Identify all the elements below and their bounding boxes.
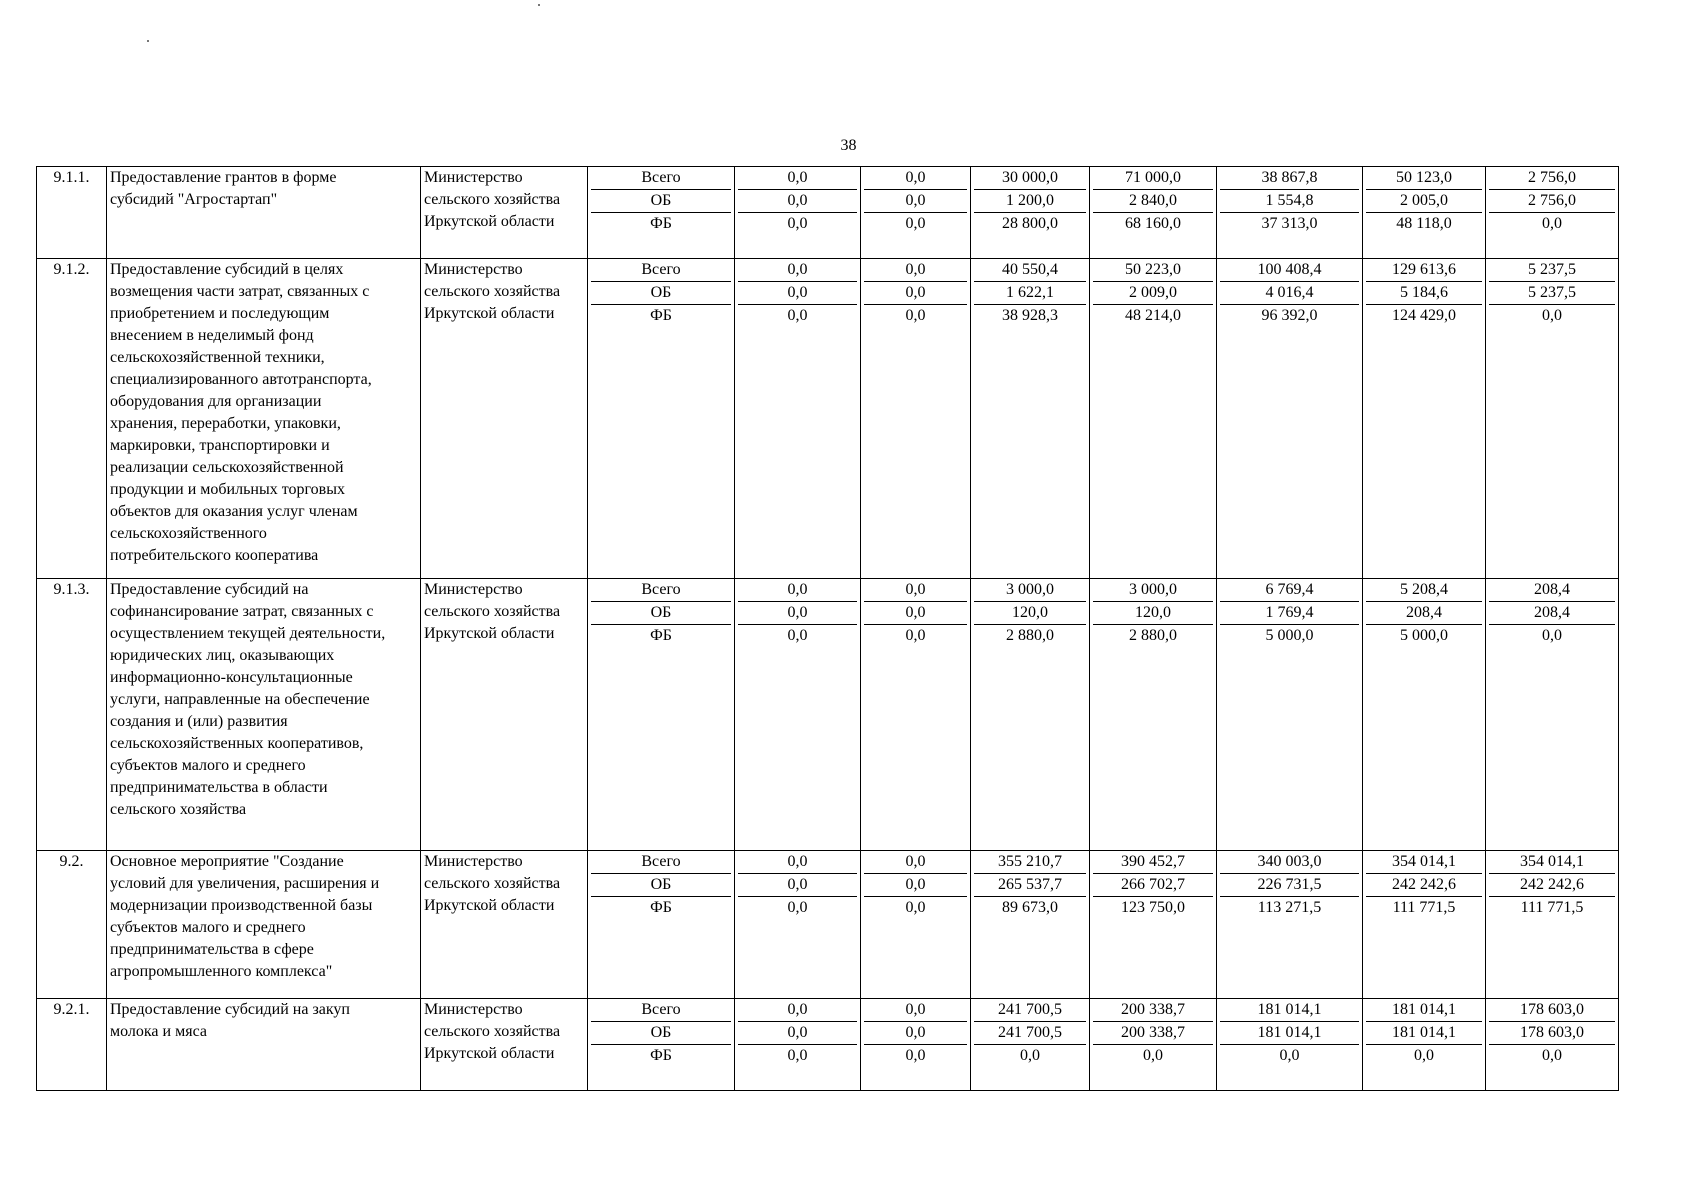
item-code: 9.1.2.	[37, 259, 107, 579]
item-name-line: субъектов малого и среднего	[110, 757, 306, 774]
amount: 241 700,5	[974, 999, 1086, 1022]
item-name-line: субсидий "Агростартап"	[110, 191, 278, 208]
amount: 0,0	[905, 307, 926, 324]
amount: 1 554,8	[1220, 190, 1359, 213]
item-name-line: внесением в неделимый фонд	[110, 327, 314, 344]
amount: 120,0	[1093, 602, 1213, 625]
amount: 390 452,7	[1093, 851, 1213, 874]
executor-line: Министерство	[424, 853, 523, 870]
item-name-line: сельскохозяйственного	[110, 525, 267, 542]
item-name-line: создания и (или) развития	[110, 713, 288, 730]
value-cell	[1363, 579, 1486, 851]
item-name	[107, 579, 421, 851]
scan-speck	[147, 40, 149, 42]
item-name-line: Предоставление грантов в форме	[110, 169, 337, 186]
amount: 354 014,1	[1366, 851, 1482, 874]
item-name	[107, 167, 421, 259]
table-row	[37, 851, 1619, 999]
amount: 0,0	[864, 602, 967, 625]
item-name-line: сельского хозяйства	[110, 801, 247, 818]
value-cell	[735, 259, 861, 579]
amount: 181 014,1	[1220, 999, 1359, 1022]
amount: 0,0	[738, 282, 857, 305]
funding-source-label: Всего	[591, 999, 731, 1022]
executor	[421, 851, 588, 999]
amount: 208,4	[1366, 602, 1482, 625]
amount: 0,0	[738, 259, 857, 282]
amount: 1 622,1	[974, 282, 1086, 305]
item-name-line: Основное мероприятие "Создание	[110, 853, 344, 870]
item-code: 9.2.	[37, 851, 107, 999]
item-name	[107, 851, 421, 999]
executor-line: Иркутской области	[424, 625, 555, 642]
amount: 3 000,0	[1093, 579, 1213, 602]
item-name-line: условий для увеличения, расширения и	[110, 875, 380, 892]
amount: 354 014,1	[1489, 851, 1615, 874]
item-name-line: субъектов малого и среднего	[110, 919, 306, 936]
amount: 0,0	[905, 1047, 926, 1064]
value-cell	[861, 999, 971, 1091]
value-cell	[971, 167, 1090, 259]
amount: 5 237,5	[1489, 259, 1615, 282]
amount: 181 014,1	[1220, 1022, 1359, 1045]
amount: 2 880,0	[1006, 627, 1054, 644]
amount: 1 200,0	[974, 190, 1086, 213]
item-name-line: юридических лиц, оказывающих	[110, 647, 335, 664]
amount: 0,0	[787, 899, 808, 916]
funding-source-label: Всего	[591, 579, 731, 602]
value-cell	[1363, 167, 1486, 259]
item-name	[107, 999, 421, 1091]
amount: 208,4	[1489, 602, 1615, 625]
value-cell	[1217, 579, 1363, 851]
item-name-line: предпринимательства в сфере	[110, 941, 314, 958]
amount: 124 429,0	[1392, 307, 1456, 324]
amount: 0,0	[864, 259, 967, 282]
value-cell	[1486, 259, 1619, 579]
executor	[421, 167, 588, 259]
amount: 0,0	[1542, 215, 1562, 232]
value-cell	[1217, 167, 1363, 259]
amount: 0,0	[1542, 307, 1562, 324]
executor	[421, 999, 588, 1091]
funding-source-label: ОБ	[591, 874, 731, 897]
executor-line: Министерство	[424, 169, 523, 186]
table-row	[37, 167, 1619, 259]
executor-line: Министерство	[424, 261, 523, 278]
amount: 178 603,0	[1489, 999, 1615, 1022]
funding-source	[588, 851, 735, 999]
amount: 5 208,4	[1366, 579, 1482, 602]
amount: 30 000,0	[974, 167, 1086, 190]
amount: 0,0	[1542, 627, 1562, 644]
executor	[421, 259, 588, 579]
item-name-line: сельскохозяйственной техники,	[110, 349, 325, 366]
executor-line: Иркутской области	[424, 305, 555, 322]
funding-source-label: Всего	[591, 851, 731, 874]
item-name-line: сельскохозяйственных кооперативов,	[110, 735, 364, 752]
executor-line: сельского хозяйства	[424, 875, 561, 892]
item-code: 9.2.1.	[37, 999, 107, 1091]
amount: 0,0	[738, 851, 857, 874]
amount: 129 613,6	[1366, 259, 1482, 282]
value-cell	[735, 579, 861, 851]
amount: 200 338,7	[1093, 1022, 1213, 1045]
item-name-line: продукции и мобильных торговых	[110, 481, 345, 498]
amount: 241 700,5	[974, 1022, 1086, 1045]
value-cell	[861, 851, 971, 999]
amount: 28 800,0	[1002, 215, 1058, 232]
amount: 0,0	[864, 579, 967, 602]
funding-source-label: ФБ	[650, 1047, 672, 1064]
executor	[421, 579, 588, 851]
amount: 100 408,4	[1220, 259, 1359, 282]
amount: 0,0	[864, 851, 967, 874]
amount: 0,0	[1143, 1047, 1163, 1064]
amount: 178 603,0	[1489, 1022, 1615, 1045]
item-name-line: специализированного автотранспорта,	[110, 371, 372, 388]
amount: 0,0	[738, 579, 857, 602]
amount: 4 016,4	[1220, 282, 1359, 305]
amount: 38 867,8	[1220, 167, 1359, 190]
value-cell	[735, 999, 861, 1091]
amount: 0,0	[905, 899, 926, 916]
item-name	[107, 259, 421, 579]
executor-line: сельского хозяйства	[424, 191, 561, 208]
amount: 0,0	[738, 602, 857, 625]
amount: 0,0	[787, 307, 808, 324]
value-cell	[971, 579, 1090, 851]
amount: 48 118,0	[1396, 215, 1452, 232]
amount: 0,0	[738, 190, 857, 213]
value-cell	[861, 259, 971, 579]
item-name-line: оборудования для организации	[110, 393, 322, 410]
value-cell	[1217, 851, 1363, 999]
amount: 96 392,0	[1261, 307, 1318, 324]
amount: 40 550,4	[974, 259, 1086, 282]
item-name-line: потребительского кооператива	[110, 547, 319, 564]
funding-source-label: ОБ	[591, 1022, 731, 1045]
funding-source-label: ФБ	[650, 307, 672, 324]
amount: 0,0	[864, 190, 967, 213]
amount: 6 769,4	[1220, 579, 1359, 602]
value-cell	[1090, 851, 1217, 999]
executor-line: Министерство	[424, 581, 523, 598]
scan-speck	[538, 4, 540, 6]
item-name-line: модернизации производственной базы	[110, 897, 373, 914]
amount: 5 184,6	[1366, 282, 1482, 305]
amount: 0,0	[905, 215, 926, 232]
amount: 123 750,0	[1121, 899, 1185, 916]
amount: 48 214,0	[1125, 307, 1181, 324]
funding-source-label: Всего	[591, 259, 731, 282]
amount: 0,0	[864, 282, 967, 305]
value-cell	[971, 259, 1090, 579]
value-cell	[1363, 259, 1486, 579]
amount: 89 673,0	[1002, 899, 1058, 916]
item-name-line: приобретением и последующим	[110, 305, 330, 322]
funding-source-label: ФБ	[650, 215, 672, 232]
value-cell	[1486, 999, 1619, 1091]
amount: 113 271,5	[1257, 899, 1322, 916]
amount: 2 756,0	[1489, 167, 1615, 190]
value-cell	[861, 167, 971, 259]
amount: 0,0	[1279, 1047, 1300, 1064]
value-cell	[1090, 259, 1217, 579]
amount: 265 537,7	[974, 874, 1086, 897]
value-cell	[735, 851, 861, 999]
item-name-line: информационно-консультационные	[110, 669, 353, 686]
funding-source	[588, 579, 735, 851]
item-name-line: услуги, направленные на обеспечение	[110, 691, 370, 708]
funding-source-label: ФБ	[650, 627, 672, 644]
item-name-line: реализации сельскохозяйственной	[110, 459, 344, 476]
funding-source-label: ОБ	[591, 282, 731, 305]
amount: 0,0	[738, 1022, 857, 1045]
executor-line: Иркутской области	[424, 897, 555, 914]
amount: 37 313,0	[1261, 215, 1318, 232]
amount: 181 014,1	[1366, 1022, 1482, 1045]
item-name-line: молока и мяса	[110, 1023, 207, 1040]
amount: 226 731,5	[1220, 874, 1359, 897]
amount: 50 223,0	[1093, 259, 1213, 282]
amount: 5 237,5	[1489, 282, 1615, 305]
value-cell	[1363, 999, 1486, 1091]
amount: 111 771,5	[1520, 899, 1584, 916]
amount: 0,0	[738, 999, 857, 1022]
value-cell	[1217, 259, 1363, 579]
amount: 0,0	[864, 167, 967, 190]
table-row	[37, 259, 1619, 579]
amount: 0,0	[1414, 1047, 1434, 1064]
item-name-line: софинансирование затрат, связанных с	[110, 603, 374, 620]
value-cell	[1486, 167, 1619, 259]
amount: 68 160,0	[1125, 215, 1181, 232]
funding-source-label: ФБ	[650, 899, 672, 916]
amount: 0,0	[738, 167, 857, 190]
executor-line: сельского хозяйства	[424, 283, 561, 300]
item-name-line: осуществлением текущей деятельности,	[110, 625, 386, 642]
funding-source-label: ОБ	[591, 602, 731, 625]
item-name-line: предпринимательства в области	[110, 779, 328, 796]
item-code: 9.1.3.	[37, 579, 107, 851]
amount: 0,0	[905, 627, 926, 644]
amount: 2 880,0	[1129, 627, 1177, 644]
table-row	[37, 579, 1619, 851]
funding-source	[588, 999, 735, 1091]
budget-table	[36, 166, 1619, 1091]
item-name-line: Предоставление субсидий на закуп	[110, 1001, 350, 1018]
item-name-line: объектов для оказания услуг членам	[110, 503, 358, 520]
value-cell	[861, 579, 971, 851]
amount: 266 702,7	[1093, 874, 1213, 897]
value-cell	[971, 851, 1090, 999]
item-name-line: хранения, переработки, упаковки,	[110, 415, 341, 432]
amount: 5 000,0	[1265, 627, 1314, 644]
amount: 2 009,0	[1093, 282, 1213, 305]
executor-line: Министерство	[424, 1001, 523, 1018]
table-row	[37, 999, 1619, 1091]
value-cell	[1090, 167, 1217, 259]
funding-source	[588, 167, 735, 259]
amount: 0,0	[787, 1047, 808, 1064]
value-cell	[1486, 851, 1619, 999]
item-code: 9.1.1.	[37, 167, 107, 259]
amount: 242 242,6	[1366, 874, 1482, 897]
value-cell	[1217, 999, 1363, 1091]
value-cell	[971, 999, 1090, 1091]
amount: 242 242,6	[1489, 874, 1615, 897]
executor-line: сельского хозяйства	[424, 603, 561, 620]
amount: 38 928,3	[1002, 307, 1058, 324]
amount: 0,0	[1020, 1047, 1040, 1064]
amount: 0,0	[864, 1022, 967, 1045]
funding-source-label: Всего	[591, 167, 731, 190]
amount: 0,0	[864, 874, 967, 897]
amount: 0,0	[738, 874, 857, 897]
amount: 355 210,7	[974, 851, 1086, 874]
amount: 208,4	[1489, 579, 1615, 602]
value-cell	[1090, 999, 1217, 1091]
executor-line: Иркутской области	[424, 213, 555, 230]
value-cell	[1090, 579, 1217, 851]
value-cell	[1486, 579, 1619, 851]
funding-source	[588, 259, 735, 579]
amount: 5 000,0	[1400, 627, 1448, 644]
amount: 0,0	[864, 999, 967, 1022]
amount: 200 338,7	[1093, 999, 1213, 1022]
executor-line: сельского хозяйства	[424, 1023, 561, 1040]
amount: 0,0	[787, 627, 808, 644]
page-number: 38	[840, 137, 857, 154]
amount: 2 756,0	[1489, 190, 1615, 213]
item-name-line: Предоставление субсидий в целях	[110, 261, 344, 278]
amount: 71 000,0	[1093, 167, 1213, 190]
value-cell	[1363, 851, 1486, 999]
amount: 50 123,0	[1366, 167, 1482, 190]
amount: 0,0	[1542, 1047, 1562, 1064]
item-name-line: Предоставление субсидий на	[110, 581, 309, 598]
amount: 2 005,0	[1366, 190, 1482, 213]
amount: 111 771,5	[1392, 899, 1456, 916]
amount: 181 014,1	[1366, 999, 1482, 1022]
value-cell	[735, 167, 861, 259]
amount: 3 000,0	[974, 579, 1086, 602]
item-name-line: маркировки, транспортировки и	[110, 437, 330, 454]
amount: 120,0	[974, 602, 1086, 625]
item-name-line: возмещения части затрат, связанных с	[110, 283, 370, 300]
amount: 340 003,0	[1220, 851, 1359, 874]
executor-line: Иркутской области	[424, 1045, 555, 1062]
amount: 1 769,4	[1220, 602, 1359, 625]
item-name-line: агропромышленного комплекса"	[110, 963, 333, 980]
amount: 2 840,0	[1093, 190, 1213, 213]
amount: 0,0	[787, 215, 808, 232]
funding-source-label: ОБ	[591, 190, 731, 213]
